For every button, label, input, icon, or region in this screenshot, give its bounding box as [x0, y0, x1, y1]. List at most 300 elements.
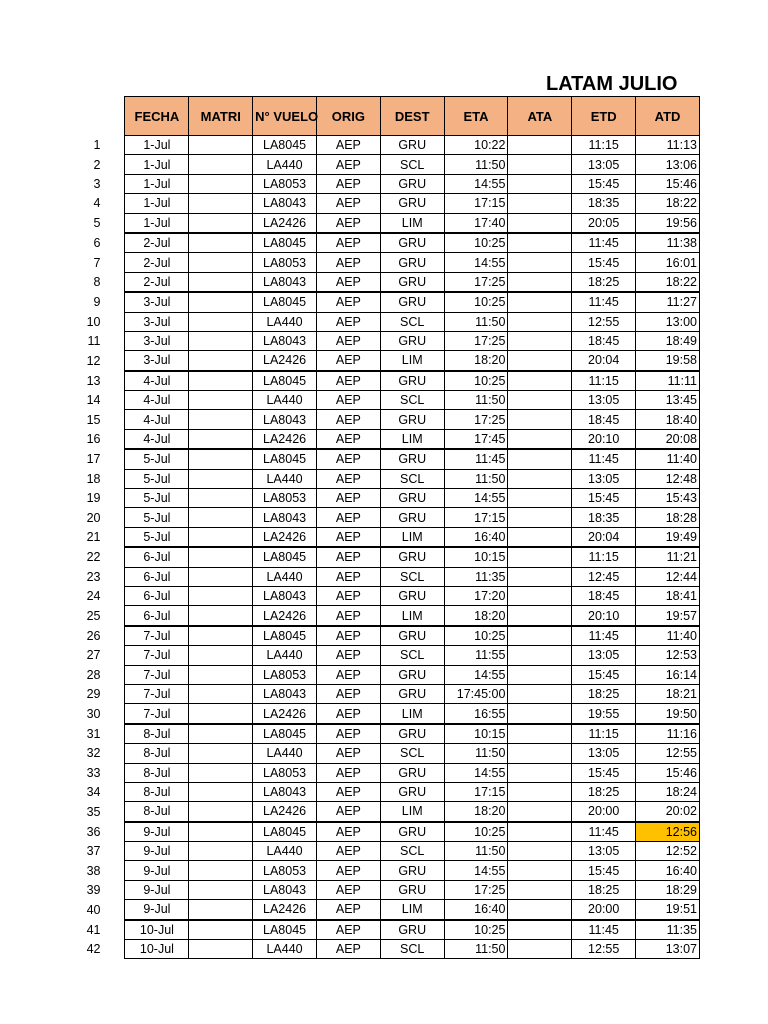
- cell-orig[interactable]: AEP: [316, 724, 380, 744]
- cell-fecha[interactable]: 6-Jul: [125, 567, 189, 586]
- cell-eta[interactable]: 18:20: [444, 802, 508, 822]
- cell-atd[interactable]: 12:56: [636, 822, 700, 842]
- cell-orig[interactable]: AEP: [316, 174, 380, 193]
- cell-orig[interactable]: AEP: [316, 213, 380, 233]
- cell-matri[interactable]: [189, 194, 253, 213]
- cell-vuelo[interactable]: LA8045: [253, 292, 317, 312]
- cell-dest[interactable]: SCL: [380, 567, 444, 586]
- cell-orig[interactable]: AEP: [316, 842, 380, 861]
- cell-atd[interactable]: 11:27: [636, 292, 700, 312]
- cell-atd[interactable]: 20:02: [636, 802, 700, 822]
- cell-dest[interactable]: SCL: [380, 842, 444, 861]
- cell-atd[interactable]: 13:07: [636, 940, 700, 959]
- cell-dest[interactable]: LIM: [380, 704, 444, 724]
- cell-etd[interactable]: 13:05: [572, 469, 636, 488]
- cell-fecha[interactable]: 2-Jul: [125, 233, 189, 253]
- cell-etd[interactable]: 13:05: [572, 842, 636, 861]
- cell-fecha[interactable]: 3-Jul: [125, 292, 189, 312]
- cell-vuelo[interactable]: LA8053: [253, 861, 317, 880]
- cell-etd[interactable]: 15:45: [572, 174, 636, 193]
- cell-vuelo[interactable]: LA440: [253, 842, 317, 861]
- cell-eta[interactable]: 11:50: [444, 391, 508, 410]
- cell-orig[interactable]: AEP: [316, 351, 380, 371]
- cell-vuelo[interactable]: LA8045: [253, 920, 317, 940]
- cell-dest[interactable]: LIM: [380, 606, 444, 626]
- cell-eta[interactable]: 17:25: [444, 410, 508, 429]
- cell-eta[interactable]: 11:50: [444, 469, 508, 488]
- header-fecha[interactable]: FECHA: [125, 97, 189, 136]
- cell-eta[interactable]: 11:55: [444, 646, 508, 665]
- cell-dest[interactable]: SCL: [380, 744, 444, 763]
- cell-vuelo[interactable]: LA8045: [253, 547, 317, 567]
- cell-dest[interactable]: GRU: [380, 410, 444, 429]
- cell-fecha[interactable]: 8-Jul: [125, 724, 189, 744]
- cell-matri[interactable]: [189, 665, 253, 684]
- cell-atd[interactable]: 18:28: [636, 508, 700, 527]
- cell-matri[interactable]: [189, 429, 253, 449]
- cell-eta[interactable]: 17:45:00: [444, 684, 508, 703]
- cell-eta[interactable]: 10:15: [444, 724, 508, 744]
- cell-eta[interactable]: 14:55: [444, 861, 508, 880]
- cell-ata[interactable]: [508, 822, 572, 842]
- cell-vuelo[interactable]: LA8045: [253, 449, 317, 469]
- cell-fecha[interactable]: 9-Jul: [125, 822, 189, 842]
- cell-fecha[interactable]: 5-Jul: [125, 449, 189, 469]
- cell-vuelo[interactable]: LA8043: [253, 684, 317, 703]
- cell-vuelo[interactable]: LA440: [253, 155, 317, 174]
- cell-orig[interactable]: AEP: [316, 292, 380, 312]
- cell-eta[interactable]: 10:25: [444, 626, 508, 646]
- cell-dest[interactable]: GRU: [380, 449, 444, 469]
- cell-ata[interactable]: [508, 782, 572, 801]
- cell-etd[interactable]: 20:10: [572, 429, 636, 449]
- cell-ata[interactable]: [508, 861, 572, 880]
- cell-etd[interactable]: 11:45: [572, 292, 636, 312]
- header-orig[interactable]: ORIG: [316, 97, 380, 136]
- cell-etd[interactable]: 19:55: [572, 704, 636, 724]
- cell-dest[interactable]: LIM: [380, 351, 444, 371]
- cell-dest[interactable]: GRU: [380, 861, 444, 880]
- cell-orig[interactable]: AEP: [316, 880, 380, 899]
- cell-ata[interactable]: [508, 586, 572, 605]
- cell-matri[interactable]: [189, 802, 253, 822]
- cell-fecha[interactable]: 1-Jul: [125, 155, 189, 174]
- cell-dest[interactable]: GRU: [380, 194, 444, 213]
- cell-matri[interactable]: [189, 763, 253, 782]
- cell-etd[interactable]: 13:05: [572, 744, 636, 763]
- cell-fecha[interactable]: 10-Jul: [125, 940, 189, 959]
- cell-vuelo[interactable]: LA8045: [253, 626, 317, 646]
- cell-ata[interactable]: [508, 842, 572, 861]
- cell-ata[interactable]: [508, 724, 572, 744]
- cell-dest[interactable]: GRU: [380, 371, 444, 391]
- cell-ata[interactable]: [508, 684, 572, 703]
- cell-vuelo[interactable]: LA440: [253, 744, 317, 763]
- cell-matri[interactable]: [189, 782, 253, 801]
- cell-eta[interactable]: 17:15: [444, 508, 508, 527]
- cell-fecha[interactable]: 1-Jul: [125, 174, 189, 193]
- cell-ata[interactable]: [508, 920, 572, 940]
- cell-etd[interactable]: 13:05: [572, 391, 636, 410]
- cell-matri[interactable]: [189, 724, 253, 744]
- cell-atd[interactable]: 11:40: [636, 449, 700, 469]
- cell-matri[interactable]: [189, 312, 253, 331]
- cell-eta[interactable]: 17:25: [444, 331, 508, 350]
- cell-matri[interactable]: [189, 371, 253, 391]
- cell-fecha[interactable]: 7-Jul: [125, 665, 189, 684]
- cell-etd[interactable]: 11:15: [572, 136, 636, 155]
- cell-dest[interactable]: GRU: [380, 684, 444, 703]
- cell-atd[interactable]: 18:22: [636, 272, 700, 292]
- cell-vuelo[interactable]: LA8043: [253, 782, 317, 801]
- cell-etd[interactable]: 13:05: [572, 155, 636, 174]
- cell-matri[interactable]: [189, 489, 253, 508]
- cell-orig[interactable]: AEP: [316, 429, 380, 449]
- cell-dest[interactable]: SCL: [380, 155, 444, 174]
- cell-orig[interactable]: AEP: [316, 547, 380, 567]
- cell-etd[interactable]: 11:45: [572, 233, 636, 253]
- cell-vuelo[interactable]: LA8045: [253, 724, 317, 744]
- cell-etd[interactable]: 18:45: [572, 331, 636, 350]
- cell-etd[interactable]: 12:45: [572, 567, 636, 586]
- cell-ata[interactable]: [508, 312, 572, 331]
- cell-ata[interactable]: [508, 547, 572, 567]
- cell-atd[interactable]: 13:06: [636, 155, 700, 174]
- cell-dest[interactable]: LIM: [380, 900, 444, 920]
- cell-dest[interactable]: SCL: [380, 312, 444, 331]
- cell-orig[interactable]: AEP: [316, 626, 380, 646]
- cell-dest[interactable]: GRU: [380, 920, 444, 940]
- cell-fecha[interactable]: 1-Jul: [125, 194, 189, 213]
- cell-ata[interactable]: [508, 331, 572, 350]
- cell-fecha[interactable]: 6-Jul: [125, 586, 189, 605]
- cell-etd[interactable]: 11:45: [572, 626, 636, 646]
- cell-etd[interactable]: 11:15: [572, 371, 636, 391]
- cell-vuelo[interactable]: LA8043: [253, 586, 317, 605]
- cell-dest[interactable]: GRU: [380, 763, 444, 782]
- cell-vuelo[interactable]: LA8043: [253, 410, 317, 429]
- cell-matri[interactable]: [189, 646, 253, 665]
- cell-vuelo[interactable]: LA8053: [253, 174, 317, 193]
- cell-fecha[interactable]: 1-Jul: [125, 213, 189, 233]
- cell-dest[interactable]: SCL: [380, 940, 444, 959]
- cell-matri[interactable]: [189, 136, 253, 155]
- cell-eta[interactable]: 11:50: [444, 312, 508, 331]
- cell-matri[interactable]: [189, 155, 253, 174]
- cell-fecha[interactable]: 8-Jul: [125, 763, 189, 782]
- cell-vuelo[interactable]: LA8045: [253, 822, 317, 842]
- cell-fecha[interactable]: 1-Jul: [125, 136, 189, 155]
- cell-matri[interactable]: [189, 606, 253, 626]
- cell-vuelo[interactable]: LA2426: [253, 802, 317, 822]
- cell-dest[interactable]: GRU: [380, 174, 444, 193]
- cell-vuelo[interactable]: LA8045: [253, 371, 317, 391]
- cell-eta[interactable]: 17:20: [444, 586, 508, 605]
- cell-orig[interactable]: AEP: [316, 312, 380, 331]
- cell-ata[interactable]: [508, 213, 572, 233]
- cell-dest[interactable]: GRU: [380, 331, 444, 350]
- cell-atd[interactable]: 19:57: [636, 606, 700, 626]
- cell-orig[interactable]: AEP: [316, 155, 380, 174]
- cell-orig[interactable]: AEP: [316, 704, 380, 724]
- cell-ata[interactable]: [508, 194, 572, 213]
- cell-etd[interactable]: 15:45: [572, 489, 636, 508]
- cell-eta[interactable]: 10:22: [444, 136, 508, 155]
- cell-orig[interactable]: AEP: [316, 272, 380, 292]
- cell-matri[interactable]: [189, 292, 253, 312]
- cell-orig[interactable]: AEP: [316, 586, 380, 605]
- cell-orig[interactable]: AEP: [316, 684, 380, 703]
- header-atd[interactable]: ATD: [636, 97, 700, 136]
- cell-eta[interactable]: 16:55: [444, 704, 508, 724]
- cell-ata[interactable]: [508, 429, 572, 449]
- cell-matri[interactable]: [189, 744, 253, 763]
- cell-ata[interactable]: [508, 391, 572, 410]
- cell-atd[interactable]: 16:01: [636, 253, 700, 272]
- cell-orig[interactable]: AEP: [316, 822, 380, 842]
- cell-fecha[interactable]: 6-Jul: [125, 547, 189, 567]
- cell-orig[interactable]: AEP: [316, 606, 380, 626]
- cell-orig[interactable]: AEP: [316, 940, 380, 959]
- cell-eta[interactable]: 14:55: [444, 174, 508, 193]
- cell-orig[interactable]: AEP: [316, 410, 380, 429]
- cell-atd[interactable]: 13:00: [636, 312, 700, 331]
- cell-matri[interactable]: [189, 272, 253, 292]
- cell-orig[interactable]: AEP: [316, 371, 380, 391]
- cell-fecha[interactable]: 9-Jul: [125, 880, 189, 899]
- cell-orig[interactable]: AEP: [316, 136, 380, 155]
- cell-matri[interactable]: [189, 174, 253, 193]
- cell-fecha[interactable]: 4-Jul: [125, 410, 189, 429]
- cell-fecha[interactable]: 4-Jul: [125, 429, 189, 449]
- cell-atd[interactable]: 20:08: [636, 429, 700, 449]
- cell-ata[interactable]: [508, 508, 572, 527]
- cell-eta[interactable]: 14:55: [444, 763, 508, 782]
- cell-atd[interactable]: 12:55: [636, 744, 700, 763]
- cell-dest[interactable]: GRU: [380, 724, 444, 744]
- cell-dest[interactable]: GRU: [380, 665, 444, 684]
- cell-fecha[interactable]: 5-Jul: [125, 527, 189, 547]
- cell-etd[interactable]: 20:00: [572, 900, 636, 920]
- cell-etd[interactable]: 18:25: [572, 880, 636, 899]
- cell-fecha[interactable]: 4-Jul: [125, 391, 189, 410]
- cell-dest[interactable]: GRU: [380, 626, 444, 646]
- cell-etd[interactable]: 11:45: [572, 920, 636, 940]
- cell-etd[interactable]: 11:15: [572, 547, 636, 567]
- cell-matri[interactable]: [189, 586, 253, 605]
- cell-vuelo[interactable]: LA8053: [253, 253, 317, 272]
- cell-ata[interactable]: [508, 469, 572, 488]
- cell-eta[interactable]: 11:50: [444, 940, 508, 959]
- cell-matri[interactable]: [189, 410, 253, 429]
- cell-ata[interactable]: [508, 665, 572, 684]
- cell-eta[interactable]: 16:40: [444, 900, 508, 920]
- cell-ata[interactable]: [508, 900, 572, 920]
- cell-matri[interactable]: [189, 547, 253, 567]
- cell-matri[interactable]: [189, 626, 253, 646]
- cell-vuelo[interactable]: LA2426: [253, 351, 317, 371]
- cell-etd[interactable]: 18:45: [572, 586, 636, 605]
- cell-orig[interactable]: AEP: [316, 391, 380, 410]
- cell-eta[interactable]: 14:55: [444, 489, 508, 508]
- cell-eta[interactable]: 18:20: [444, 351, 508, 371]
- cell-atd[interactable]: 19:58: [636, 351, 700, 371]
- cell-fecha[interactable]: 9-Jul: [125, 861, 189, 880]
- cell-dest[interactable]: LIM: [380, 429, 444, 449]
- header-matri[interactable]: MATRI: [189, 97, 253, 136]
- cell-dest[interactable]: GRU: [380, 508, 444, 527]
- cell-vuelo[interactable]: LA8043: [253, 272, 317, 292]
- cell-ata[interactable]: [508, 351, 572, 371]
- cell-etd[interactable]: 20:04: [572, 351, 636, 371]
- cell-vuelo[interactable]: LA2426: [253, 429, 317, 449]
- cell-dest[interactable]: GRU: [380, 136, 444, 155]
- cell-atd[interactable]: 12:53: [636, 646, 700, 665]
- cell-vuelo[interactable]: LA8043: [253, 331, 317, 350]
- cell-vuelo[interactable]: LA8053: [253, 665, 317, 684]
- cell-atd[interactable]: 18:40: [636, 410, 700, 429]
- cell-eta[interactable]: 11:45: [444, 449, 508, 469]
- cell-orig[interactable]: AEP: [316, 508, 380, 527]
- cell-atd[interactable]: 18:22: [636, 194, 700, 213]
- cell-atd[interactable]: 15:46: [636, 763, 700, 782]
- cell-vuelo[interactable]: LA8053: [253, 763, 317, 782]
- header-etd[interactable]: ETD: [572, 97, 636, 136]
- cell-orig[interactable]: AEP: [316, 744, 380, 763]
- cell-fecha[interactable]: 7-Jul: [125, 704, 189, 724]
- cell-matri[interactable]: [189, 253, 253, 272]
- cell-atd[interactable]: 11:21: [636, 547, 700, 567]
- cell-etd[interactable]: 20:10: [572, 606, 636, 626]
- cell-vuelo[interactable]: LA8045: [253, 233, 317, 253]
- cell-atd[interactable]: 11:16: [636, 724, 700, 744]
- cell-eta[interactable]: 17:15: [444, 194, 508, 213]
- cell-matri[interactable]: [189, 351, 253, 371]
- cell-vuelo[interactable]: LA8043: [253, 880, 317, 899]
- cell-vuelo[interactable]: LA440: [253, 469, 317, 488]
- cell-ata[interactable]: [508, 272, 572, 292]
- cell-atd[interactable]: 19:50: [636, 704, 700, 724]
- cell-fecha[interactable]: 5-Jul: [125, 508, 189, 527]
- cell-atd[interactable]: 16:14: [636, 665, 700, 684]
- cell-fecha[interactable]: 9-Jul: [125, 900, 189, 920]
- cell-atd[interactable]: 18:29: [636, 880, 700, 899]
- cell-eta[interactable]: 10:25: [444, 233, 508, 253]
- cell-eta[interactable]: 17:25: [444, 880, 508, 899]
- cell-dest[interactable]: GRU: [380, 782, 444, 801]
- cell-matri[interactable]: [189, 684, 253, 703]
- cell-eta[interactable]: 10:25: [444, 292, 508, 312]
- cell-eta[interactable]: 14:55: [444, 665, 508, 684]
- cell-matri[interactable]: [189, 449, 253, 469]
- cell-matri[interactable]: [189, 880, 253, 899]
- cell-vuelo[interactable]: LA8053: [253, 489, 317, 508]
- cell-matri[interactable]: [189, 508, 253, 527]
- cell-eta[interactable]: 11:50: [444, 155, 508, 174]
- cell-eta[interactable]: 17:45: [444, 429, 508, 449]
- cell-orig[interactable]: AEP: [316, 331, 380, 350]
- cell-matri[interactable]: [189, 233, 253, 253]
- cell-orig[interactable]: AEP: [316, 763, 380, 782]
- cell-ata[interactable]: [508, 155, 572, 174]
- cell-fecha[interactable]: 3-Jul: [125, 351, 189, 371]
- cell-etd[interactable]: 20:05: [572, 213, 636, 233]
- cell-matri[interactable]: [189, 920, 253, 940]
- cell-etd[interactable]: 11:45: [572, 822, 636, 842]
- cell-etd[interactable]: 15:45: [572, 253, 636, 272]
- cell-atd[interactable]: 18:49: [636, 331, 700, 350]
- cell-orig[interactable]: AEP: [316, 527, 380, 547]
- cell-etd[interactable]: 18:25: [572, 272, 636, 292]
- cell-ata[interactable]: [508, 626, 572, 646]
- cell-vuelo[interactable]: LA440: [253, 312, 317, 331]
- cell-dest[interactable]: SCL: [380, 646, 444, 665]
- cell-etd[interactable]: 18:35: [572, 508, 636, 527]
- cell-atd[interactable]: 13:45: [636, 391, 700, 410]
- cell-ata[interactable]: [508, 371, 572, 391]
- cell-matri[interactable]: [189, 331, 253, 350]
- cell-fecha[interactable]: 3-Jul: [125, 312, 189, 331]
- header-ata[interactable]: ATA: [508, 97, 572, 136]
- cell-eta[interactable]: 17:25: [444, 272, 508, 292]
- cell-etd[interactable]: 12:55: [572, 940, 636, 959]
- cell-fecha[interactable]: 3-Jul: [125, 331, 189, 350]
- cell-dest[interactable]: GRU: [380, 272, 444, 292]
- cell-vuelo[interactable]: LA8043: [253, 194, 317, 213]
- cell-matri[interactable]: [189, 391, 253, 410]
- cell-eta[interactable]: 17:15: [444, 782, 508, 801]
- header-vuelo[interactable]: N° VUELO: [253, 97, 317, 136]
- cell-atd[interactable]: 15:46: [636, 174, 700, 193]
- cell-ata[interactable]: [508, 292, 572, 312]
- cell-orig[interactable]: AEP: [316, 861, 380, 880]
- cell-orig[interactable]: AEP: [316, 782, 380, 801]
- cell-ata[interactable]: [508, 606, 572, 626]
- cell-fecha[interactable]: 5-Jul: [125, 469, 189, 488]
- cell-dest[interactable]: GRU: [380, 586, 444, 605]
- cell-vuelo[interactable]: LA8045: [253, 136, 317, 155]
- cell-dest[interactable]: GRU: [380, 253, 444, 272]
- cell-orig[interactable]: AEP: [316, 253, 380, 272]
- cell-fecha[interactable]: 7-Jul: [125, 626, 189, 646]
- cell-etd[interactable]: 13:05: [572, 646, 636, 665]
- cell-etd[interactable]: 11:45: [572, 449, 636, 469]
- cell-vuelo[interactable]: LA440: [253, 646, 317, 665]
- cell-ata[interactable]: [508, 449, 572, 469]
- header-dest[interactable]: DEST: [380, 97, 444, 136]
- cell-eta[interactable]: 10:15: [444, 547, 508, 567]
- cell-matri[interactable]: [189, 213, 253, 233]
- cell-orig[interactable]: AEP: [316, 469, 380, 488]
- cell-vuelo[interactable]: LA440: [253, 391, 317, 410]
- cell-atd[interactable]: 19:51: [636, 900, 700, 920]
- cell-ata[interactable]: [508, 174, 572, 193]
- cell-eta[interactable]: 11:35: [444, 567, 508, 586]
- cell-etd[interactable]: 18:25: [572, 782, 636, 801]
- cell-fecha[interactable]: 5-Jul: [125, 489, 189, 508]
- cell-orig[interactable]: AEP: [316, 920, 380, 940]
- cell-matri[interactable]: [189, 567, 253, 586]
- cell-matri[interactable]: [189, 842, 253, 861]
- cell-atd[interactable]: 11:38: [636, 233, 700, 253]
- cell-dest[interactable]: GRU: [380, 489, 444, 508]
- cell-eta[interactable]: 17:40: [444, 213, 508, 233]
- cell-vuelo[interactable]: LA2426: [253, 606, 317, 626]
- cell-vuelo[interactable]: LA8043: [253, 508, 317, 527]
- cell-ata[interactable]: [508, 646, 572, 665]
- cell-fecha[interactable]: 6-Jul: [125, 606, 189, 626]
- cell-atd[interactable]: 19:56: [636, 213, 700, 233]
